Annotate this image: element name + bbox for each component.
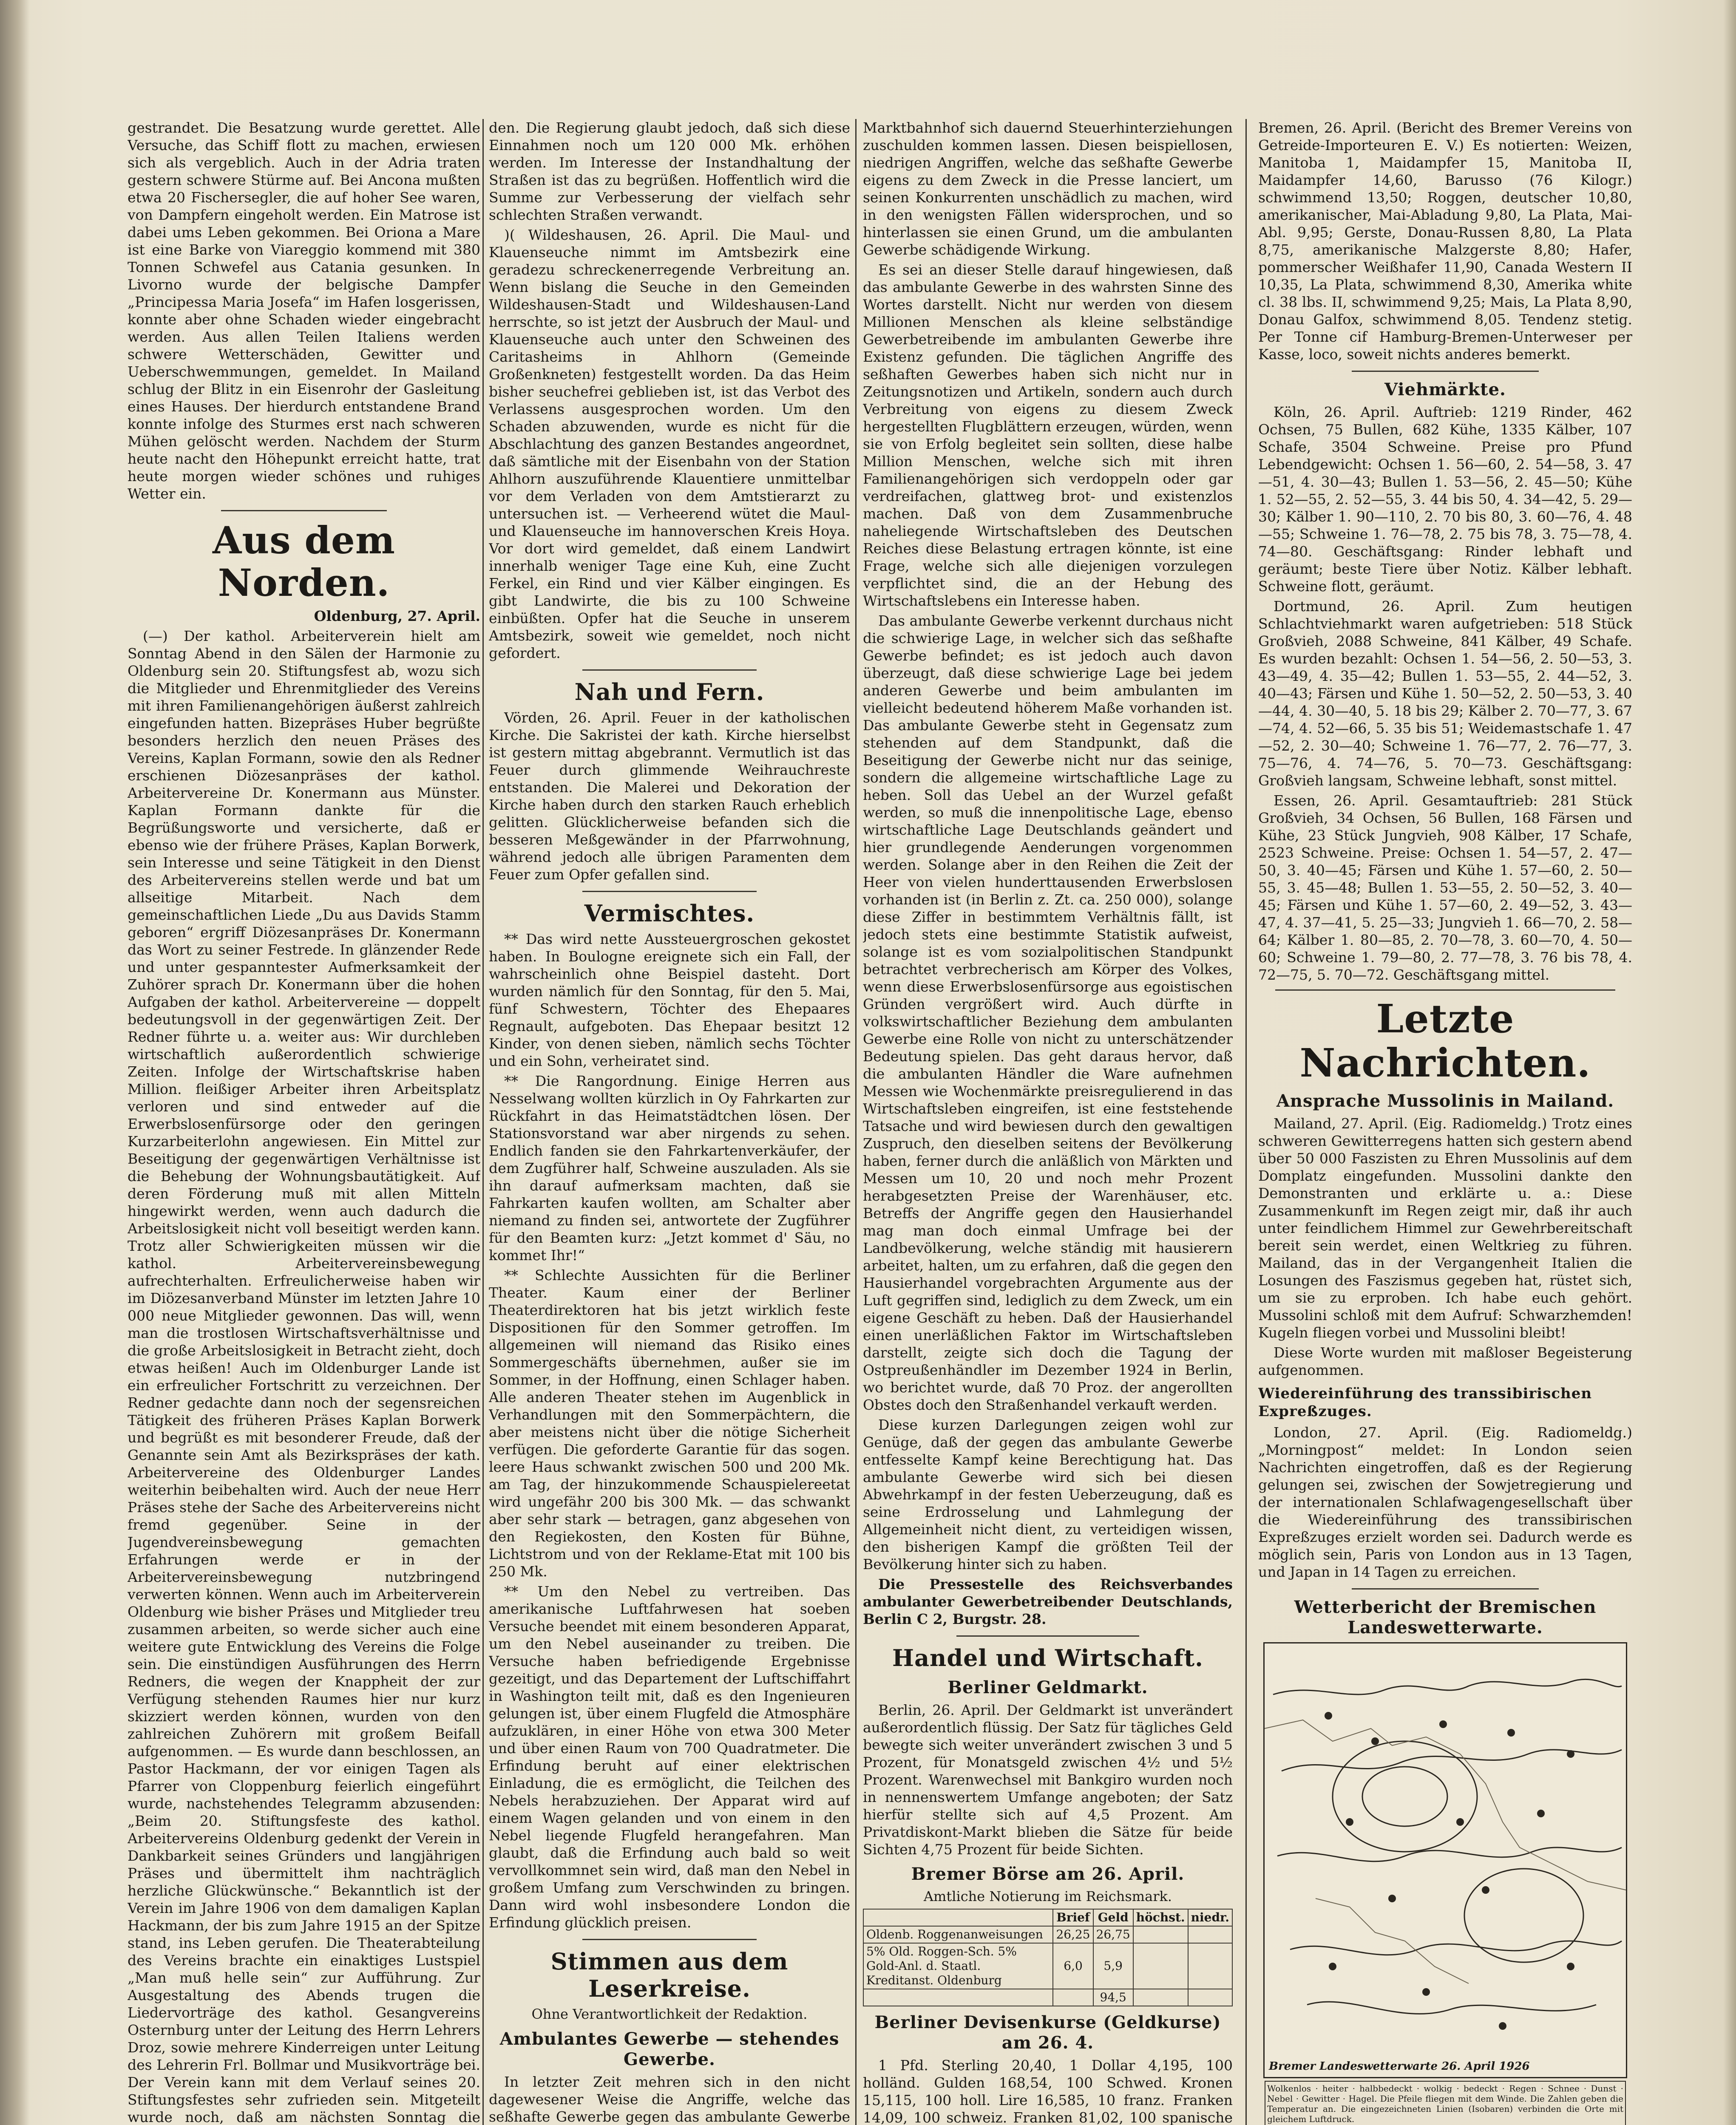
article-mussolini: Mailand, 27. April. (Eig. Radiomeldg.) Trotz eines schweren Gewitterregens hatten sich gestern abend über 50 000 Faszisten zu Ehren Mussolinis auf dem Domplatz eingefunden. Mussolini dankte den Demonstranten und erklärte u. a.: Diese Zusammenkunft im Regen zeigt mir, daß ihr auch unter feindlichem Himmel zur Gewehrbereitschaft bereit sein werdet, einen Weltkrieg zu führen. Mailand, das in der Vergangenheit Italien die Losungen des Faszismus gegeben hat, rüstet sich, um sie zu erproben. Ich habe euch gehört. Mussolini schloß mit dem Aufruf: Schwarzhemden! Kugeln fliegen vorbei und Mussolini bleibt!: [1258, 1115, 1632, 1341]
table-header-cell: Brief: [1053, 1909, 1093, 1926]
viehmaerkte-title: Viehmärkte.: [1384, 380, 1506, 400]
article-voerden: Vörden, 26. April. Feuer in der katholischen Kirche. Die Sakristei der kath. Kirche hierselbst ist gestern mittag abgebrannt. Vermutlich ist das Feuer durch glimmende Weihrauchreste entstanden. Die Malerei und Dekoration der Kirche haben durch den starken Rauch erheblich gelitten. Glücklicherweise befanden sich die besseren Meßgewänder in der Pfarrwohnung, während jedoch alle übrigen Paramenten dem Feuer zum Opfer gefallen sind.: [489, 709, 850, 883]
article-italy-weather: gestrandet. Die Besatzung wurde gerettet. Alle Versuche, das Schiff flott zu machen, erwiesen sich als vergeblich. Auch in der Adria traten gestern schwere Stürme auf. Bei Ancona mußten etwa 20 Fischersegler, die auf hoher See waren, von Dampfern eingeholt werden. Ein Matrose ist dabei ums Leben gekommen. Bei Oriona a Mare ist eine Barke von Viareggio kommend mit 380 Tonnen Schwefel aus Catania gesunken. In Livorno wurde der belgische Dampfer „Principessa Maria Josefa“ im Hafen losgerissen, konnte aber ohne Schaden wieder eingebracht werden. Aus allen Teilen Italiens werden schwere Wetterschäden, Gewitter und Ueberschwemmungen, gemeldet. In Mailand schlug der Blitz in ein Eisenrohr der Gasleitung eines Hauses. Der hierdurch entstandene Brand konnte infolge des Sturmes erst nach schweren Mühen gelöscht werden. Nachdem der Sturm heute nacht den Höhepunkt erreicht hatte, trat heute morgen wieder schönes und ruhiges Wetter ein.: [128, 119, 480, 502]
article-wildeshausen: )( Wildeshausen, 26. April. Die Maul- und Klauenseuche nimmt im Amtsbezirk eine geradezu schreckenerregende Verbreitung an. Wenn bislang die Seuche in den Gemeinden Wildeshausen-Stadt und Wildeshausen-Land herrschte, so ist jetzt der Ausbruch der Maul- und Klauenseuche auch unter den Schweinen des Caritasheims in Ahlhorn (Gemeinde Großenkneten) festgestellt worden. Da das Heim bisher seuchefrei geblieben ist, ist das Verbot des Verlassens ausgesprochen worden. Um den Schaden abzuwenden, wurde es nicht für die Abschlachtung des ganzen Bestandes angeordnet, daß sämtliche mit der Eisenbahn von der Station Ahlhorn auszuführende Klauentiere unmittelbar vor dem Verladen von dem Amtstierarzt zu untersuchen ist. — Verheerend wütet die Maul- und Klauenseuche im hannoverschen Kreis Hoya. Vor dort wird gemeldet, daß einem Landwirt innerhalb weniger Tage eine Kuh, eine Zucht Ferkel, ein Rind und vier Kälber eingingen. Es gibt Landwirte, die bis zu 100 Schweine einbüßten. Opfer hat die Seuche in unserem Amtsbezirk, soweit wie gemeldet, noch nicht gefordert.: [489, 227, 850, 661]
section-title-letzte-nachrichten: Letzte Nachrichten.: [1299, 996, 1591, 1086]
table-row: [863, 1943, 1232, 1989]
table-cell: 26,25: [1053, 1926, 1093, 1943]
article-mussolini-2: Diese Worte wurden mit maßloser Begeisterung aufgenommen.: [1258, 1344, 1632, 1378]
section-title-handel: Handel und Wirtschaft.: [892, 1644, 1203, 1672]
article-strassen: den. Die Regierung glaubt jedoch, daß sich diese Einnahmen noch um 120 000 Mk. erhöhen werden. Im Interesse der Instandhaltung der Straßen ist das zu begrüßen. Hoffentlich wird die Summe zur Verbesserung der vielfach sehr schlechten Straßen verwandt.: [489, 119, 850, 223]
table-header-cell: Geld: [1093, 1909, 1133, 1926]
table-header-cell: [863, 1909, 1053, 1926]
stimmen-subtitle: Ohne Verantwortlichkeit der Redaktion.: [531, 2006, 808, 2022]
table-cell: 5,9: [1093, 1943, 1133, 1989]
weather-map-drawing: [1265, 1643, 1626, 2077]
express-title: Wiedereinführung des transsibirischen Expreßzuges.: [1258, 1385, 1592, 1420]
article-express: London, 27. April. (Eig. Radiomeldg.) „Morningpost“ meldet: In London seien Nachrichten eingetroffen, daß es der Regierung gelungen sei, zwischen der Sowjetregierung und der internationalen Schlafwagengesellschaft über die Wiedereinführung des transsibirischen Expreßzuges erzielt worden sei. Dadurch werde es möglich sein, Paris von London aus in 13 Tagen, und Japan in 14 Tagen zu erreichen.: [1258, 1424, 1632, 1580]
article-geldmarkt: Berlin, 26. April. Der Geldmarkt ist unverändert außerordentlich flüssig. Der Satz für tägliches Geld bewegte sich weiter unverändert zwischen 3 und 5 Prozent, für Monatsgeld zwischen 4½ und 5½ Prozent. Warenwechsel mit Bankgiro wurden noch in nennenswertem Umfange angeboten; der Satz hierfür stellte sich auf 4,5 Prozent. Am Privatdiskont-Markt blieben die Sätze für beide Sichten 4,75 Prozent für beide Sichten.: [863, 1702, 1233, 1858]
page-binding: [0, 0, 30, 2125]
article-gewerbe-cont-1: Marktbahnhof sich dauernd Steuerhinterziehungen zuschulden kommen lassen. Diesen beispiellosen, niedrigen Angriffen, welche das seßhafte Gewerbe eigens zu dem Zweck in die Presse lanciert, um seinen Konkurrenten unschädlich zu machen, wird in den wenigsten Fällen widersprochen, und so hinterlassen sie einen Grund, um die ambulanten Gewerbe schädigende Wirkung.: [863, 119, 1233, 258]
article-gewerbe-cont-2: Es sei an dieser Stelle darauf hingewiesen, daß das ambulante Gewerbe in des wahrsten Sinne des Wortes darstellt. Nicht nur werden von diesem Millionen Menschen als kleine selbständige Gewerbetreibende im ambulanten Gewerbe ihre Existenz gefunden. Die täglichen Angriffe des seßhaften Gewerbes haben sich nicht nur in Zeitungsnotizen und Artikeln, sondern auch durch Verbreitung von eigens zu diesem Zweck hergestellten Flugblättern erzeugen, würden, wenn sie von Erfolg begleitet sein sollten, diese halbe Million Menschen, welche sich mit ihren Familienangehörigen sich verdoppeln oder gar verdreifachen, glattweg brot- und existenzlos machen. Daß von dem Zusammenbruche naheliegende Wirtschaftsleben des Deutschen Reiches diese Belastung ertragen könnte, ist eine Frage, welche sich alle diejenigen vorzulegen verpflichtet sind, die an der Hebung des Wirtschaftslebens ein Interesse haben.: [863, 261, 1233, 609]
boerse-subtitle: Amtliche Notierung im Reichsmark.: [923, 1888, 1172, 1904]
column-1: [128, 119, 480, 2125]
table-cell: [1133, 1926, 1188, 1943]
article-arbeiterverein: (—) Der kathol. Arbeiterverein hielt am Sonntag Abend in den Sälen der Harmonie zu Oldenburg sein 20. Stiftungsfest ab, wozu sich die Mitglieder und Ehrenmitglieder des Vereins mit ihren Familienangehörigen äußerst zahlreich eingefunden hatten. Bizepräses Huber begrüßte besonders herzlich den neuen Präses des Vereins, Kaplan Formann, sowie den als Redner erschienen Diözesanpräses der kathol. Arbeitervereine Dr. Konermann aus Münster. Kaplan Formann dankte für die Begrüßungsworte und versicherte, daß er ebenso wie der frühere Präses, Kaplan Borwerk, sein Interesse und seine Tätigkeit in den Dienst des Arbeitervereins stellen werde und bat um allseitige Mitarbeit. Nach dem gemeinschaftlichen Liede „Du aus Davids Stamm geboren“ ergriff Diözesanpräses Dr. Konermann das Wort zu seiner Festrede. In glänzender Rede und unter gespanntester Aufmerksamkeit der Zuhörer sprach Dr. Konermann über die hohen Aufgaben der kathol. Arbeitervereine — doppelt bedeutungsvoll in der gegenwärtigen Zeit. Der Redner führte u. a. weiter aus: Wir durchleben wirtschaftlich außerordentlich schwierige Zeiten. Infolge der Wirtschaftskrise haben Million. fleißiger Arbeiter ihren Arbeitsplatz verloren und sind entweder auf die Erwerbslosenfürsorge oder den geringen Kurzarbeiterlohn angewiesen. Ein Mittel zur Beseitigung der gegenwärtigen Verhältnisse ist die Behebung der Wohnungsbautätigkeit. Auf deren Förderung muß mit allen Mitteln hingewirkt werden, wenn auch dadurch die Arbeitslosigkeit nicht voll beseitigt werden kann. Trotz aller Schwierigkeiten müssen wir die kathol. Arbeitervereinsbewegung aufrechterhalten. Erfreulicherweise haben wir im Diözesanverband Münster im letzten Jahre 10 000 neue Mitglieder gewonnen. Das will, wenn man die trostlosen Wirtschaftsverhältnisse und die große Arbeitslosigkeit in Betracht zieht, doch etwas heißen! Auch im Oldenburger Lande ist ein erfreulicher Fortschritt zu verzeichnen. Der Redner gedachte dann noch der segensreichen Tätigkeit des früheren Präses Kaplan Borwerk und begrüßt es mit besonderer Freude, daß der Genannte sein Amt als Bezirkspräses der kath. Arbeitervereine des Oldenburger Landes weiterhin beibehalten wird. Auch der neue Herr Präses stehe der Sache des Arbeitervereins nicht fremd gegenüber. Seine in der Jugendvereinsbewegung gemachten Erfahrungen werde er in der Arbeitervereinsbewegung nutzbringend verwerten können. Wenn auch im Arbeiterverein Oldenburg wie bisher Präses und Mitglieder treu zusammen arbeiten, so werde sicher auch eine weitere gute Entwicklung des Vereins die Folge sein. Die einstündigen Ausführungen des Herrn Redners, die wegen der Knappheit der zur Verfügung stehenden Raumes hier nur kurz skizziert werden können, wurden von den zahlreichen Zuhörern mit großem Beifall aufgenommen. — Es wurde dann beschlossen, an Pastor Hackmann, der vor einigen Tagen als Pfarrer von Cloppenburg feierlich eingeführt wurde, nachstehendes Telegramm abzusenden: „Beim 20. Stiftungsfeste des kathol. Arbeitervereins Oldenburg gedenkt der Verein in Dankbarkeit seines Gründers und langjährigen Präses und übermittelt ihm nachträglich herzliche Glückwünsche.“ Bekanntlich ist der Verein im Jahre 1906 von dem damaligen Kaplan Hackmann, der bis zum Jahre 1915 an der Spitze stand, ins Leben gerufen. Die Theaterabteilung des Vereins brachte ein einaktiges Lustspiel „Man muß helle sein“ zur Aufführung. Zur Ausgestaltung des Abends trugen die Liedervorträge des kathol. Gesangvereins Osternburg unter der Leitung des Herrn Lehrers Droz, sowie mehrere Kinderreigen unter Leitung des Lehrerin Frl. Bollmar und Musikvorträge bei. Der Verein kann mit dem Verlauf seines 20. Stiftungsfestes sehr zufrieden sein. Mitgeteilt wurde noch, daß am nächsten Sonntag die: [128, 628, 480, 2125]
table-cell: [1133, 1943, 1188, 1989]
weather-map-caption: Bremer Landeswetterwarte 26. April 1926: [1269, 2060, 1530, 2073]
section-title-norden: Aus dem Norden.: [212, 518, 396, 605]
table-header-cell: höchst.: [1133, 1909, 1188, 1926]
article-nebel: ** Um den Nebel zu vertreiben. Das amerikanische Luftfahrwesen hat soeben Versuche beendet mit einem besonderen Apparat, um den Nebel auseinander zu treiben. Die Versuche haben befriedigende Ergebnisse gezeitigt, und das Departement der Luftschiffahrt in Washington teilt mit, daß es den Ingenieuren gelungen ist, über einem Flugfeld die Atmosphäre aufzuklären, in einer Höhe von etwa 300 Meter und über einen Raum von 700 Quadratmeter. Die Erfindung beruht auf einer elektrischen Einladung, die es ermöglicht, die Teilchen des Nebels herabzuziehen. Der Apparat wird auf einem Wagen gelanden und von einem in den Nebel liegende Flugfeld herangefahren. Man glaubt, daß die Erfindung auch bald so weit vervollkommnet sein wird, daß man den Nebel in großem Umfang zum Verschwinden zu bringen. Dann wird wohl insbesondere London die Erfindung glücklich preisen.: [489, 1583, 850, 1931]
table-cell: 94,5: [1093, 1989, 1133, 2006]
separator: [221, 510, 387, 511]
article-boulogne: ** Das wird nette Aussteuergroschen gekostet haben. In Boulogne ereignete sich ein Fall, der wahrscheinlich ohne Beispiel dasteht. Dort wurden nämlich für den Sonntag, für den 5. Mai, fünf Schwestern, Töchter des Ehepaares Regnault, aufgeboten. Das Ehepaar besitzt 12 Kinder, von denen sieben, nämlich sechs Töchter und ein Sohn, verheiratet sind.: [489, 931, 850, 1069]
separator: [1352, 1588, 1539, 1590]
column-rule: [482, 119, 484, 2125]
section-title-vermischtes: Vermischtes.: [584, 900, 755, 927]
table-cell: Oldenb. Roggenanweisungen: [863, 1926, 1053, 1943]
table-cell: 26,75: [1093, 1926, 1133, 1943]
stimmen-article-title: Ambulantes Gewerbe — stehendes Gewerbe.: [499, 2029, 840, 2069]
separator: [1275, 989, 1615, 991]
weather-map: [1263, 1642, 1627, 2078]
table-cell: [1188, 1989, 1232, 2006]
table-row: [863, 1989, 1232, 2006]
dateline-oldenburg: Oldenburg, 27. April.: [314, 608, 480, 624]
column-3: [863, 119, 1233, 2125]
separator: [1352, 371, 1539, 372]
article-signature: Die Pressestelle des Reichsverbandes ambulanter Gewerbetreibender Deutschlands, Berlin C 2, Burgstr. 28.: [863, 1576, 1233, 1627]
page-edge: [1723, 0, 1736, 2125]
article-gewerbe-cont-4: Diese kurzen Darlegungen zeigen wohl zur Genüge, daß der gegen das ambulante Gewerbe entfesselte Kampf keine Berechtigung hat. Das ambulante Gewerbe wird sich bei diesen Abwehrkampf in der festen Ueberzeugung, daß es seine Erdrosselung und Lahmlegung der Allgemeinheit nicht dient, zu verteidigen wissen, den bisherigen Kampf die größten Teil der Bevölkerung hinter sich zu haben.: [863, 1417, 1233, 1572]
article-vieh-koeln: Köln, 26. April. Auftrieb: 1219 Rinder, 462 Ochsen, 75 Bullen, 682 Kühe, 1335 Kälber, 107 Schafe, 3504 Schweine. Preise pro Pfund Lebendgewicht: Ochsen 1. 56—60, 2. 54—58, 3. 47—51, 4. 30—43; Bullen 1. 53—56, 2. 45—50; Kühe 1. 52—55, 2. 52—55, 3. 44 bis 50, 4. 34—42, 5. 29—30; Kälber 1. 90—110, 2. 70 bis 80, 3. 60—76, 4. 48—55; Schweine 1. 76—78, 2. 75 bis 78, 3. 75—78, 4. 74—80. Geschäftsgang: Rinder lebhaft und geräumt; beste Tiere über Notiz. Kälber lebhaft. Schweine flott, geräumt.: [1258, 404, 1632, 595]
section-title-stimmen: Stimmen aus dem Leserkreise.: [550, 1948, 789, 2002]
separator: [582, 1939, 757, 1940]
article-ambulantes-gewerbe: In letzter Zeit mehren sich in den nicht dagewesener Weise die Angriffe, welche das seßhafte Gewerbe gegen das ambulante Gewerbe: [489, 2074, 850, 2125]
table-cell: 5% Old. Roggen-Sch. 5% Gold-Anl. d. Staatl. Kreditanst. Oldenburg: [863, 1943, 1053, 1989]
column-4: [1258, 119, 1632, 2125]
article-devisen: 1 Pfd. Sterling 20,40, 1 Dollar 4,195, 100 holländ. Gulden 168,54, 100 Schwed. Kronen 15,115, 100 holl. Lire 16,585, 10 franz. Franken 14,09, 100 schweiz. Franken 81,02, 100 spanische: [863, 2057, 1233, 2125]
devisen-title: Berliner Devisenkurse (Geldkurse) am 26. 4.: [874, 2012, 1221, 2053]
station-markers: [1325, 1712, 1574, 2030]
table-cell: [1133, 1989, 1188, 2006]
geldmarkt-title: Berliner Geldmarkt.: [947, 1677, 1148, 1697]
column-rule: [855, 119, 857, 2125]
separator: [582, 891, 757, 892]
boerse-table: [863, 1909, 1233, 2006]
table-row: [863, 1926, 1232, 1943]
table-cell: [1188, 1943, 1232, 1989]
weather-map-legend: Wolkenlos · heiter · halbbedeckt · wolkig · bedeckt · Regen · Schnee · Dunst · Nebel · Gewitter · Hagel. Die Pfeile fliegen mit dem Winde. Die Zahlen geben die Temperatur an. Die eingezeichneten Linien (Isobaren) verbinden die Orte mit gleichem Luftdruck.: [1265, 2081, 1626, 2125]
table-cell: [1188, 1926, 1232, 1943]
column-rule: [1245, 119, 1247, 2125]
separator: [582, 669, 757, 671]
article-vieh-dortmund: Dortmund, 26. April. Zum heutigen Schlachtviehmarkt waren aufgetrieben: 518 Stück Großvieh, 2088 Schweine, 841 Kälber, 49 Schafe. Es wurden bezahlt: Ochsen 1. 54—56, 2. 50—53, 3. 43—49, 4. 35—42; Bullen 1. 53—55, 2. 44—52, 3. 40—43; Färsen und Kühe 1. 50—52, 2. 50—53, 3. 40—44, 4. 30—40, 5. 18 bis 29; Kälber 2. 70—77, 3. 67—74, 4. 52—66, 5. 35 bis 51; Weidemastschafe 1. 47—52, 2. 30—40; Schweine 1. 76—77, 2. 76—77, 3. 75—76, 4. 74—76, 5. 70—73. Geschäftsgang: Großvieh langsam, Schweine lebhaft, sonst mittel.: [1258, 598, 1632, 789]
article-theater: ** Schlechte Aussichten für die Berliner Theater. Kaum einer der Berliner Theaterdirektoren hat bis jetzt wirklich feste Dispositionen für den Sommer getroffen. Im allgemeinen will niemand das Risiko eines Sommergeschäfts übernehmen, außer sie im Sommer, in der Hoffnung, einen Schlager haben. Alle anderen Theater stehen im Augenblick in Verhandlungen mit den Sommerpächtern, die aber meistens nicht über die nötige Sicherheit verfügen. Die geforderte Garantie für das sogen. leere Haus schwankt zwischen 500 und 200 Mk. am Tag, der hinzukommende Schauspielereetat wird ungefähr 200 bis 300 Mk. — das schwankt aber sehr stark — betragen, ganz abgesehen von den Regiekosten, den Kosten für Bühne, Lichtstrom und von der Reklame-Etat mit 100 bis 250 Mk.: [489, 1267, 850, 1580]
column-2: [489, 119, 850, 2125]
boerse-title: Bremer Börse am 26. April.: [911, 1864, 1185, 1884]
wetter-title: Wetterbericht der Bremischen Landeswetterwarte.: [1294, 1597, 1597, 1638]
article-getreide-bremen: Bremen, 26. April. (Bericht des Bremer Vereins von Getreide-Importeuren E. V.) Es notierten: Weizen, Manitoba 1, Maidampfer 15, Manitoba II, Maidampfer 14,60, Barusso (76 Kilogr.) schwimmend 13,50; Roggen, deutscher 10,80, amerikanischer, Mai-Abladung 9,80, La Plata, Mai-Abl. 9,95; Gerste, Donau-Russen 8,80, La Plata 8,75, amerikanische Malzgerste 8,80; Hafer, pommerscher Weißhafer 11,90, Canada Western II 10,35, La Plata, schwimmend 8,30, Amerika white cl. 38 lbs. II, schwimmend 9,25; Mais, La Plata 8,90, Donau Galfox, schwimmend 8,05. Tendenz stetig. Per Tonne cif Hamburg-Bremen-Unterweser per Kasse, loco, soweit nichts anderes bemerkt.: [1258, 119, 1632, 363]
separator: [956, 1635, 1139, 1637]
article-vieh-essen: Essen, 26. April. Gesamtauftrieb: 281 Stück Großvieh, 34 Ochsen, 56 Bullen, 168 Färsen und Kühe, 23 Stück Jungvieh, 908 Kälber, 17 Schafe, 2523 Schweine. Preise: Ochsen 1. 54—57, 2. 47—50, 3. 40—45; Färsen und Kühe 1. 57—60, 2. 50—55, 3. 45—48; Bullen 1. 53—55, 2. 50—52, 3. 40—45; Färsen und Kühe 1. 57—60, 2. 49—52, 3. 43—47, 4. 37—41, 5. 25—33; Jungvieh 1. 66—70, 2. 58—64; Kälber 1. 80—85, 2. 70—78, 3. 60—70, 4. 50—60; Schweine 1. 79—80, 2. 77—78, 3. 76 bis 78, 4. 72—75, 5. 70—72. Geschäftsgang mittel.: [1258, 792, 1632, 983]
article-gewerbe-cont-3: Das ambulante Gewerbe verkennt durchaus nicht die schwierige Lage, in welcher sich das seßhafte Gewerbe befindet; es ist jedoch auch davon überzeugt, daß diese schwierige Lage bei jedem anderen Gewerbe und beim ambulanten im vielleicht bedeutend höherem Maße vorhanden ist. Das ambulante Gewerbe steht in Gegensatz zum stehenden auf dem Standpunkt, daß die Beseitigung der Gewerbe nicht nur das seinige, sondern die allgemeine wirtschaftliche Lage zu heben. Soll das Uebel an der Wurzel gefaßt werden, so muß die innenpolitische Lage, ebenso wirtschaftliche Lage Deutschlands geändert und hier grundlegende Aenderungen vorgenommen werden. Solange aber in den Reihen die Zeit der Heer von vielen hunderttausenden Erwerbslosen vorhanden ist (in Berlin z. Zt. ca. 250 000), solange diese Ziffer in bestimmtem Verhältnis fällt, ist jedoch stets eine bestimmte Statistik aufweist, solange ist es vom sozialpolitischen Standpunkt betrachtet verbrecherisch am Körper des Volkes, wenn diese Erwerbslosenfürsorge aus egoistischen Gründen vergrößert wird. Auch dürfte in volkswirtschaftlicher Beziehung dem ambulanten Gewerbe eine Rolle von nicht zu unterschätzender Bedeutung spielen. Das geht daraus hervor, daß die ambulanten Händler die Ware aufnehmen Messen wie Wochenmärkte preisregulierend in das Wirtschaftsleben eingreifen, ist eine feststehende Tatsache und wird bewiesen durch den gewaltigen Zuspruch, den dieselben seitens der Bevölkerung haben, ferner durch die anläßlich von Märkten und Messen um 10, 20 und noch mehr Prozent herabgesetzten Preise der Warenhäuser, etc. Betreffs der Angriffe gegen den Hausierhandel mag man doch einmal Umfrage bei der Landbevölkerung, welche ständig mit hausierern arbeitet, halten, um zu erfahren, daß die gegen den Hausierhandel vorgebrachten Argumente aus der Luft gegriffen sind, lediglich zu dem Zweck, um ein eigene Geschäft zu heben. Daß der Hausierhandel einen unerläßlichen Faktor im Wirtschaftsleben darstellt, zeigte sich doch die Tagung der Ostpreußenhändler im Dezember 1924 in Berlin, wo berichtet wurde, daß 70 Proz. der angerollten Obstes doch den Straßenhandel verkauft werden.: [863, 612, 1233, 1413]
mussolini-title: Ansprache Mussolinis in Mailand.: [1276, 1091, 1614, 1111]
table-header-row: [863, 1909, 1232, 1926]
table-cell: [863, 1989, 1053, 2006]
table-cell: [1053, 1989, 1093, 2006]
article-rangordnung: ** Die Rangordnung. Einige Herren aus Nesselwang wollten kürzlich in Oy Fahrkarten zur Rückfahrt in das Heimatstädtchen lösen. Der Stationsvorstand war aber nirgends zu sehen. Endlich fanden sie den Fahrkartenverkäufer, der dem Zugführer half, Schweine auszuladen. Als sie ihn darauf aufmerksam machten, daß sie Fahrkarten kaufen wollten, am Schalter aber niemand zu finden sei, antwortete der Zugführer für den Beamten kurz: „Jetzt kommet d' Säu, no kommet Ihr!“: [489, 1073, 850, 1264]
table-header-cell: niedr.: [1188, 1909, 1232, 1926]
table-cell: 6,0: [1053, 1943, 1093, 1989]
section-title-nah-fern: Nah und Fern.: [574, 678, 765, 706]
